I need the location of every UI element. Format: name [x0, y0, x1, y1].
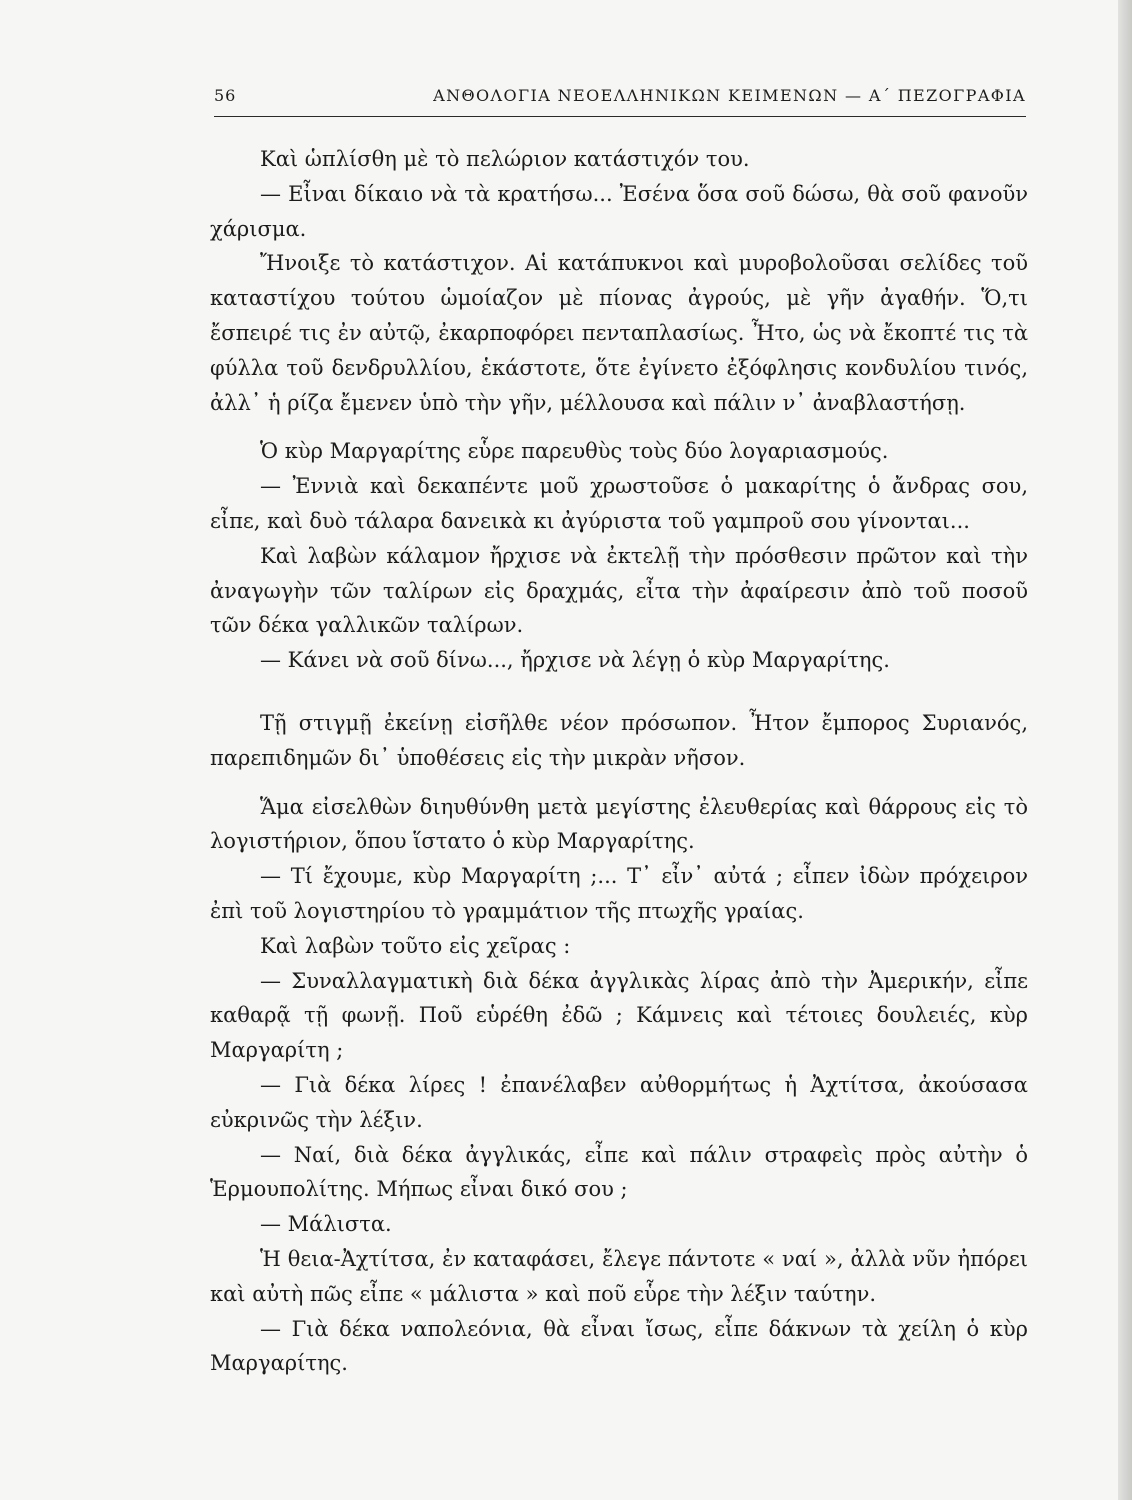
page-number: 56 — [214, 86, 237, 105]
paragraph-10: — Τί ἔχουμε, κὺρ Μαργαρίτη ;... Τ᾽ εἶν᾽ αὐτά ; εἶπεν ἰδὼν πρόχειρον ἐπὶ τοῦ λογιστηρίου τὸ γραμμάτιον τῆς πτωχῆς γραίας. — [210, 864, 1028, 923]
paragraph-11: Καὶ λαβὼν τοῦτο εἰς χεῖρας : — [260, 933, 571, 958]
paragraph-5: — Ἐννιὰ καὶ δεκαπέντε μοῦ χρωστοῦσε ὁ μακαρίτης ὁ ἄνδρας σου, εἶπε, καὶ δυὸ τάλαρα δανεικὰ κι ἀγύριστα τοῦ γαμπροῦ σου γίνονται... — [210, 474, 1028, 533]
paragraph-8: Τῇ στιγμῇ ἐκείνῃ εἰσῆλθε νέον πρόσωπον. Ἦτον ἔμπορος Συριανός, παρεπιδημῶν δι᾽ ὑποθέσεις εἰς τὴν μικρὰν νῆσον. — [210, 710, 1028, 770]
paragraph-1: Καὶ ὡπλίσθη μὲ τὸ πελώριον κατάστιχόν του. — [260, 147, 750, 171]
paragraph-17: — Γιὰ δέκα ναπολεόνια, θὰ εἶναι ἴσως, εἶπε δάκνων τὰ χείλη ὁ κὺρ Μαργαρίτης. — [210, 1316, 1028, 1376]
paragraph-2: — Εἶναι δίκαιο νὰ τὰ κρατήσω... Ἐσένα ὅσα σοῦ δώσω, θὰ σοῦ φανοῦν χάρισμα. — [210, 181, 1028, 241]
book-title: ΑΝΘΟΛΟΓΙΑ ΝΕΟΕΛΛΗΝΙΚΩΝ ΚΕΙΜΕΝΩΝ — Α΄ ΠΕΖΟΓΡΑΦΙΑ — [433, 86, 1026, 105]
paragraph-9: Ἅμα εἰσελθὼν διηυθύνθη μετὰ μεγίστης ἐλευθερίας καὶ θάρρους εἰς τὸ λογιστήριον, ὅπου ἵστατο ὁ κὺρ Μαργαρίτης. — [210, 794, 1028, 854]
running-head — [214, 86, 1026, 117]
paragraph-6: Καὶ λαβὼν κάλαμον ἤρχισε νὰ ἐκτελῇ τὴν πρόσθεσιν πρῶτον καὶ τὴν ἀναγωγὴν τῶν ταλίρων εἰς δραχμάς, εἶτα τὴν ἀφαίρεσιν ἀπὸ τοῦ ποσοῦ τῶν δέκα γαλλικῶν ταλίρων. — [210, 543, 1028, 638]
text-body — [210, 142, 1028, 1381]
page-edge-shadow — [1118, 0, 1132, 1500]
paragraph-16: Ἡ θεια-Ἀχτίτσα, ἐν καταφάσει, ἔλεγε πάντοτε « ναί », ἀλλὰ νῦν ἠπόρει καὶ αὐτὴ πῶς εἶπε « μάλιστα » καὶ ποῦ εὗρε τὴν λέξιν ταύτην. — [210, 1246, 1028, 1306]
paragraph-7: — Κάνει νὰ σοῦ δίνω..., ἤρχισε νὰ λέγῃ ὁ κὺρ Μαργαρίτης. — [260, 648, 890, 673]
paragraph-14: — Ναί, διὰ δέκα ἀγγλικάς, εἶπε καὶ πάλιν στραφεὶς πρὸς αὐτὴν ὁ Ἑρμουπολίτης. Μήπως εἶναι δικό σου ; — [210, 1142, 1028, 1202]
paragraph-3: Ἤνοιξε τὸ κατάστιχον. Αἱ κατάπυκνοι καὶ μυροβολοῦσαι σελίδες τοῦ καταστίχου τούτου ὡμοίαζον μὲ πίονας ἀγρούς, μὲ γῆν ἀγαθήν. Ὅ,τι ἔσπειρέ τις ἐν αὐτῷ, ἐκαρποφόρει πενταπλασίως. Ἦτο, ὡς νὰ ἔκοπτέ τις τὰ φύλλα τοῦ δενδρυλλίου, ἑκάστοτε, ὅτε ἐγίνετο ἐξόφλησις κονδυλίου τινός, ἀλλ᾽ ἡ ρίζα ἔμενεν ὑπὸ τὴν γῆν, μέλλουσα καὶ πάλιν ν᾽ ἀναβλαστήσῃ. — [210, 251, 1028, 415]
paragraph-15: — Μάλιστα. — [260, 1212, 392, 1237]
paragraph-4: Ὁ κὺρ Μαργαρίτης εὗρε παρευθὺς τοὺς δύο λογαριασμούς. — [260, 439, 889, 464]
paragraph-13: — Γιὰ δέκα λίρες ! ἐπανέλαβεν αὐθορμήτως ἡ Ἀχτίτσα, ἀκούσασα εὐκρινῶς τὴν λέξιν. — [210, 1072, 1028, 1132]
paragraph-12: — Συναλλαγματικὴ διὰ δέκα ἀγγλικὰς λίρας ἀπὸ τὴν Ἀμερικήν, εἶπε καθαρᾷ τῇ φωνῇ. Ποῦ εὑρέθη ἐδῶ ; Κάμνεις καὶ τέτοιες δουλειές, κὺρ Μαργαρίτη ; — [210, 968, 1028, 1063]
